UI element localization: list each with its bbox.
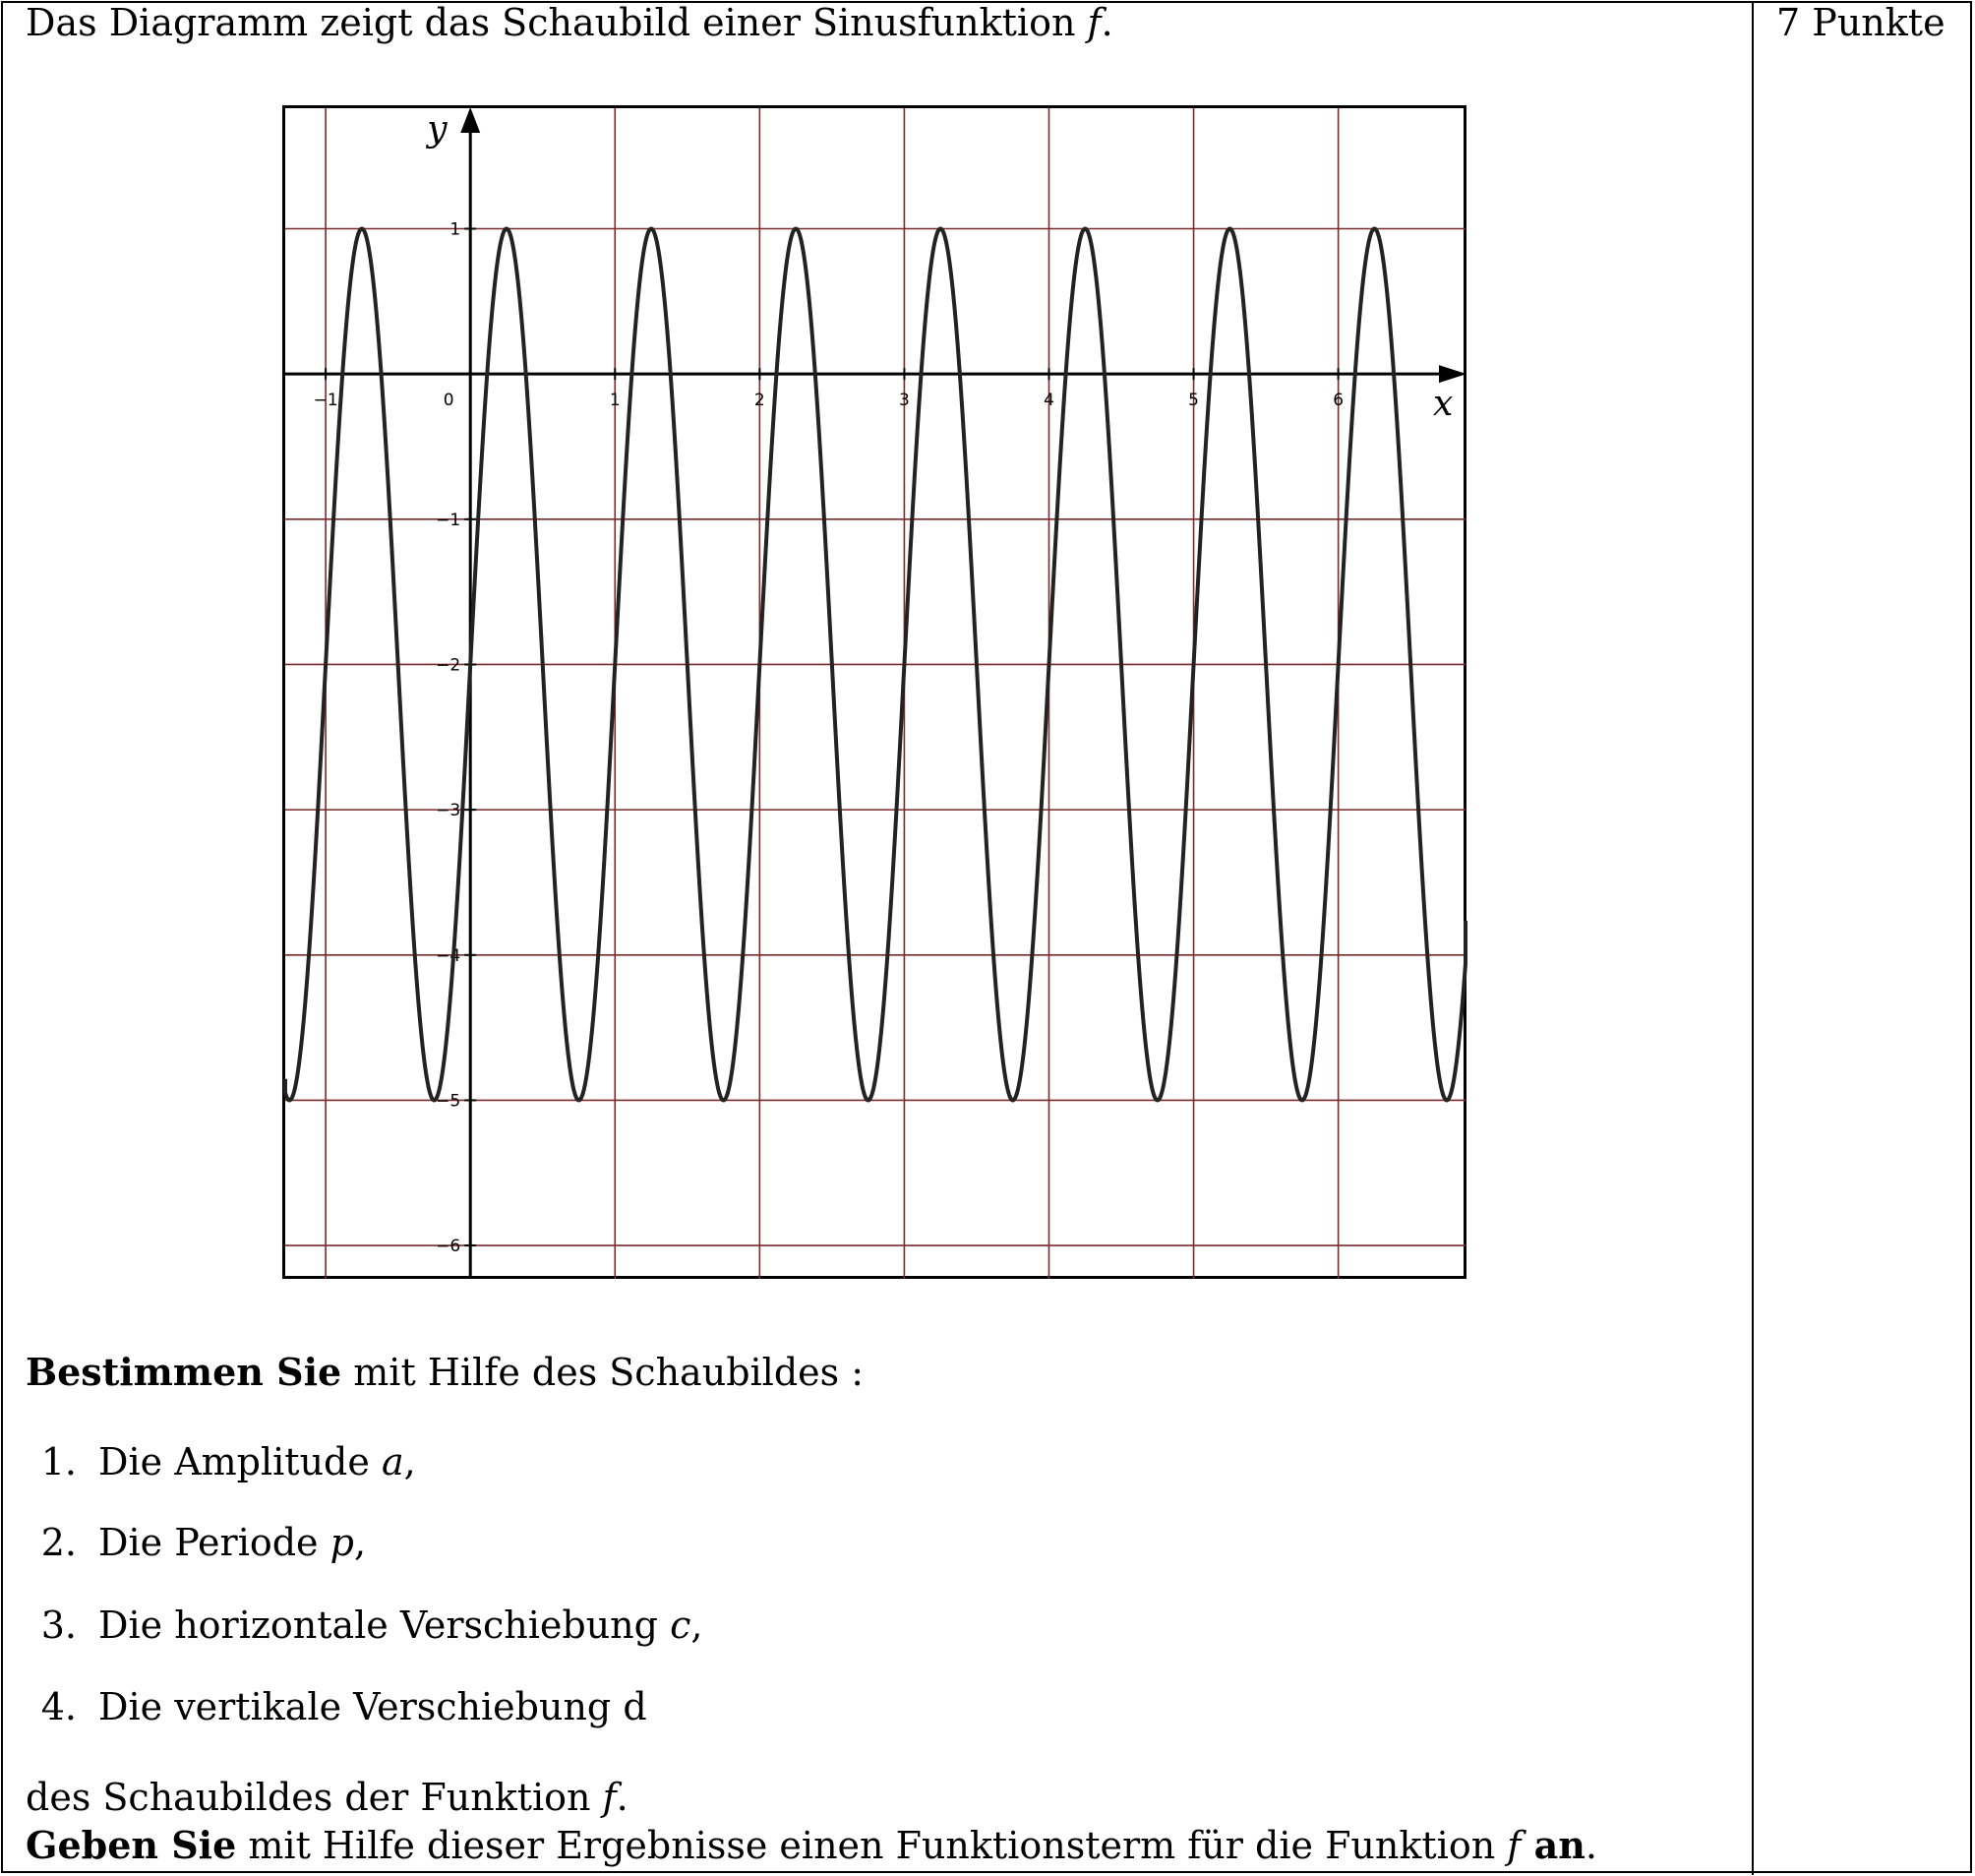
- y-tick-label: −3: [436, 801, 461, 821]
- sine-chart: [282, 105, 1468, 1282]
- y-tick-label: −4: [436, 945, 461, 966]
- intro-text: Das Diagramm zeigt das Schaubild einer Sinusfunktion f.: [26, 1, 1113, 44]
- instruction-text: Geben Sie mit Hilfe dieser Ergebnisse einen Funktionsterm für die Funktion f an.: [26, 1823, 1597, 1867]
- y-tick-label: −1: [436, 510, 461, 530]
- x-axis-label: x: [1433, 384, 1454, 425]
- y-tick-label: −6: [436, 1237, 461, 1257]
- x-tick-label: −1: [313, 391, 338, 411]
- closing-text: des Schaubildes der Funktion f.: [26, 1776, 628, 1819]
- x-tick-label: 0: [443, 391, 454, 411]
- x-tick-label: 6: [1333, 391, 1345, 411]
- x-tick-label: 1: [609, 391, 621, 411]
- x-tick-label: 3: [899, 391, 910, 411]
- y-tick-label: −2: [436, 655, 461, 676]
- x-tick-label: 4: [1044, 391, 1054, 411]
- chart-border: [284, 107, 1466, 1278]
- task-item: 2. Die Periode p,: [40, 1521, 367, 1564]
- task-item: 1. Die Amplitude a,: [40, 1440, 416, 1483]
- task-heading: Bestimmen Sie mit Hilfe des Schaubildes :: [26, 1350, 865, 1394]
- y-axis-label: y: [427, 109, 448, 150]
- y-tick-label: −5: [436, 1091, 461, 1112]
- column-divider: [1752, 3, 1754, 1875]
- y-tick-label: 1: [449, 219, 461, 240]
- points-label: 7 Punkte: [1776, 1, 1945, 44]
- x-tick-label: 5: [1188, 391, 1199, 411]
- task-item: 3. Die horizontale Verschiebung c,: [40, 1604, 703, 1647]
- task-item: 4. Die vertikale Verschiebung d: [40, 1685, 647, 1728]
- x-tick-label: 2: [753, 391, 765, 411]
